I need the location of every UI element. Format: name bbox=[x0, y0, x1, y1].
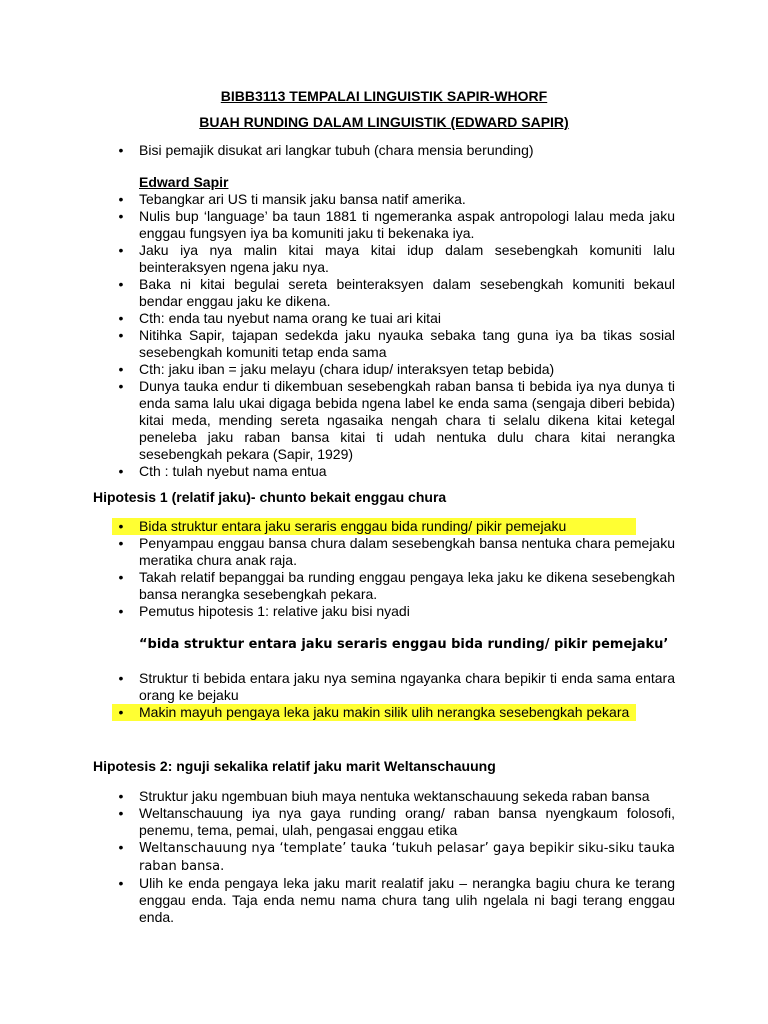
bullet-icon: • bbox=[118, 569, 124, 585]
list-item: • Cth : tulah nyebut nama entua bbox=[0, 463, 768, 480]
list-item: • Pemutus hipotesis 1: relative jaku bisi nyadi bbox=[0, 603, 768, 620]
bullet-icon: • bbox=[118, 208, 124, 224]
list-item: • Weltanschauung nya ‘template’ tauka ‘tukuh pelasar’ gaya bepikir siku-siku tauka raban bansa. bbox=[0, 839, 768, 875]
sapir-list bbox=[0, 191, 768, 480]
list-item: • Penyampau enggau bansa chura dalam sesebengkah bansa nentuka chara pemejaku meratika chura anak raja. bbox=[0, 535, 768, 569]
document-title: BIBB3113 TEMPALAI LINGUISTIK SAPIR-WHORF bbox=[220, 88, 548, 104]
bullet-icon: • bbox=[118, 839, 124, 855]
bullet-icon: • bbox=[118, 603, 124, 619]
bullet-icon: • bbox=[118, 788, 124, 804]
bullet-icon: • bbox=[118, 276, 124, 292]
section-heading-hipotesis-1: Hipotesis 1 (relatif jaku)- chunto bekait enggau chura bbox=[93, 489, 447, 505]
hipotesis-1-list bbox=[0, 518, 768, 620]
list-item-highlighted: • Makin mayuh pengaya leka jaku makin silik ulih nerangka sesebengkah pekara bbox=[0, 704, 768, 721]
bullet-icon: • bbox=[118, 670, 124, 686]
list-item-highlighted: • Bida struktur entara jaku seraris enggau bida runding/ pikir pemejaku bbox=[0, 518, 768, 535]
list-item: • Ulih ke enda pengaya leka jaku marit realatif jaku – nerangka bagiu chura ke terang enggau enda. Taja enda nemu nama chura tang ulih ngelala ni bagi terang enggau enda. bbox=[0, 875, 768, 926]
list-item: • Takah relatif bepanggai ba runding enggau pengaya leka jaku ke dikena sesebengkah bansa nerangka sesebengkah pekara. bbox=[0, 569, 768, 603]
list-item: • Struktur jaku ngembuan biuh maya nentuka wektanschauung sekeda raban bansa bbox=[0, 788, 768, 805]
list-item: • Tebangkar ari US ti mansik jaku bansa natif amerika. bbox=[0, 191, 768, 208]
list-item: • Dunya tauka endur ti dikembuan sesebengkah raban bansa ti bebida iya nya dunya ti enda sama lalu ukai digaga bebida ngena label ke enda sama (sengaja diberi bebida) kitai meda, mending sereta ngasaika nengah chara ti selalu dikena kitai ketegal peneleba jaku raban bansa kitai ti udah nentuka dulu chara kitai nerangka sesebengkah pekara (Sapir, 1929) bbox=[0, 378, 768, 463]
bullet-icon: • bbox=[118, 463, 124, 479]
bullet-icon: • bbox=[118, 805, 124, 821]
list-item: • Cth: enda tau nyebut nama orang ke tuai ari kitai bbox=[0, 310, 768, 327]
bullet-icon: • bbox=[118, 142, 124, 158]
list-item: • Cth: jaku iban = jaku melayu (chara idup/ interaksyen tetap bebida) bbox=[0, 361, 768, 378]
list-item: • Struktur ti bebida entara jaku nya semina ngayanka chara bepikir ti enda sama entara orang ke bejaku bbox=[0, 670, 768, 704]
bullet-icon: • bbox=[118, 875, 124, 891]
list-item: • Nitihka Sapir, tajapan sedekda jaku nyauka sebaka tang guna iya ba tikas sosial sesebengkah komuniti tetap enda sama bbox=[0, 327, 768, 361]
bullet-icon: • bbox=[118, 361, 124, 377]
list-item: • Nulis bup ‘language’ ba taun 1881 ti ngemeranka aspak antropologi lalau meda jaku enggau fungsyen iya ba komuniti jaku ti bekenaka iya. bbox=[0, 208, 768, 242]
bullet-icon: • bbox=[118, 535, 124, 551]
list-item: • Jaku iya nya malin kitai maya kitai idup dalam sesebengkah komuniti lalu beinteraksyen ngena jaku nya. bbox=[0, 242, 768, 276]
list-item: • Baka ni kitai begulai sereta beinteraksyen dalam sesebengkah komuniti bekaul bendar enggau jaku ke dikena. bbox=[0, 276, 768, 310]
hipotesis-1-list-b bbox=[0, 670, 768, 721]
list-item: • Bisi pemajik disukat ari langkar tubuh (chara mensia berunding) bbox=[0, 142, 768, 159]
intro-list bbox=[0, 142, 768, 159]
bullet-icon: • bbox=[118, 191, 124, 207]
bullet-icon: • bbox=[118, 310, 124, 326]
document-subtitle: BUAH RUNDING DALAM LINGUISTIK (EDWARD SAPIR) bbox=[199, 114, 569, 130]
bullet-icon: • bbox=[118, 518, 124, 534]
bullet-icon: • bbox=[118, 242, 124, 258]
quote-text: “bida struktur entara jaku seraris enggau bida runding/ pikir pemejaku’ bbox=[139, 637, 669, 652]
section-heading-hipotesis-2: Hipotesis 2: nguji sekalika relatif jaku marit Weltanschauung bbox=[93, 758, 496, 774]
list-item: • Weltanschauung iya nya gaya runding orang/ raban bansa nyengkaum folosofi, penemu, tema, pemai, ulah, pengasai enggau etika bbox=[0, 805, 768, 839]
bullet-icon: • bbox=[118, 704, 124, 720]
bullet-icon: • bbox=[118, 378, 124, 394]
section-heading-edward-sapir: Edward Sapir bbox=[139, 174, 229, 190]
hipotesis-2-list bbox=[0, 788, 768, 926]
bullet-icon: • bbox=[118, 327, 124, 343]
